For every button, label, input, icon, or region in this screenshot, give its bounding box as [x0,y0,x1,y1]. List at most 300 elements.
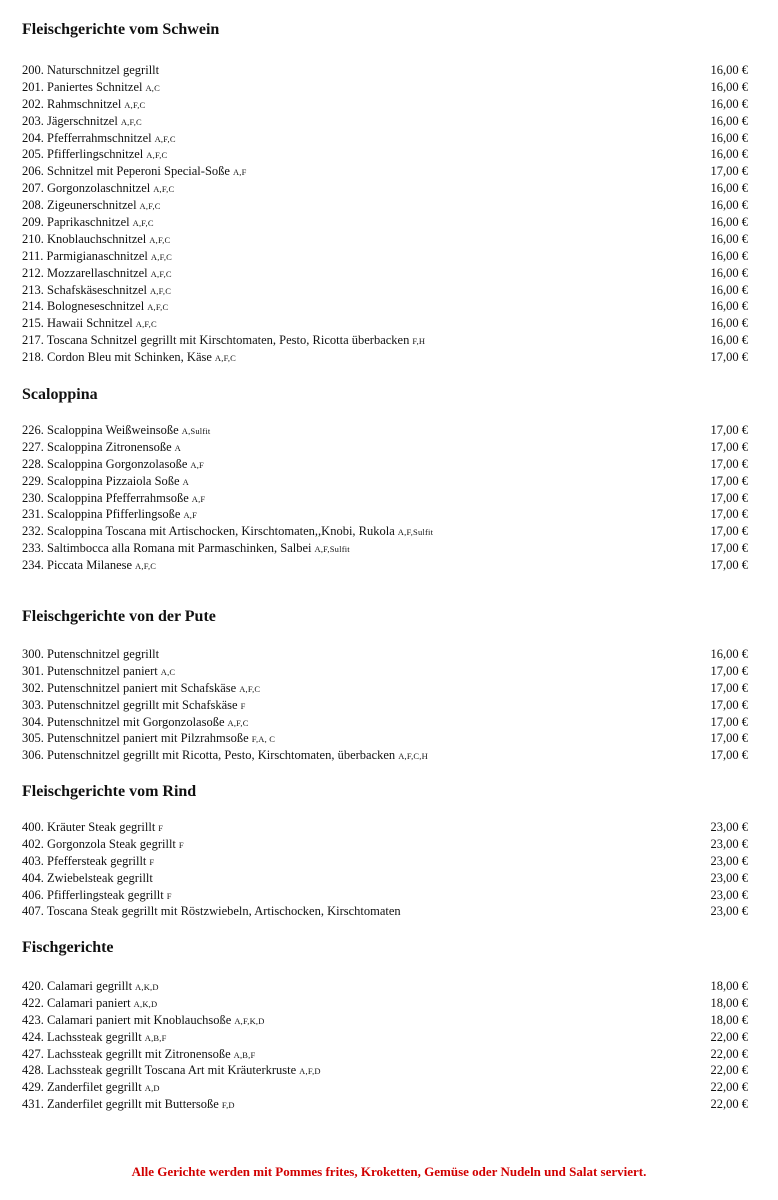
menu-item-number: 215. [22,316,44,331]
menu-item-name [22,887,172,905]
menu-item-name [22,680,260,698]
menu-item [22,663,748,680]
menu-item-title: Calamari gegrillt [47,979,133,993]
menu-item [22,887,748,904]
menu-item-price: 18,00 € [710,995,748,1010]
menu-item-name [22,113,142,131]
allergen-codes: A,B,F [233,1049,256,1060]
menu-item-name [22,1029,167,1047]
menu-item-name [22,197,161,215]
menu-item-number: 302. [22,680,44,695]
menu-item-number: 423. [22,1012,44,1027]
menu-item [22,506,748,523]
allergen-codes: A [182,476,189,487]
menu-item [22,730,748,747]
menu-item-name [22,663,175,681]
menu-item-name [22,332,425,350]
menu-item-price: 16,00 € [710,63,748,77]
menu-item [22,298,748,315]
menu-item-number: 407. [22,904,44,919]
menu-item-name [22,180,174,198]
menu-item-price: 16,00 € [710,282,748,297]
menu-item-price: 17,00 € [710,524,748,539]
menu-item [22,540,748,557]
menu-item-title: Rahmschnitzel [47,96,122,111]
menu-item-name [22,978,159,996]
menu-item-number: 431. [22,1097,44,1112]
menu-item-name [22,456,204,474]
allergen-codes: A,F,C [146,150,168,161]
menu-item-name [22,473,189,491]
menu-item-title: Scaloppina Zitronensoße [47,439,172,454]
menu-item-name [22,265,172,283]
menu-item [22,315,748,332]
menu-item-number: 213. [22,282,44,297]
menu-item-price: 16,00 € [710,113,748,128]
menu-item-name [22,1079,160,1097]
menu-item-number: 420. [22,979,44,993]
menu-item [22,836,748,853]
menu-item-number: 202. [22,96,44,111]
menu-item-title: Paprikaschnitzel [47,215,130,230]
menu-item-number: 228. [22,456,44,471]
menu-item-number: 304. [22,714,44,729]
menu-item [22,282,748,299]
menu-item-number: 230. [22,490,44,505]
menu-item-price: 22,00 € [710,1063,748,1078]
menu-item [22,180,748,197]
item-list [22,422,748,574]
menu-item-name [22,282,171,300]
menu-item-number: 205. [22,147,44,162]
menu-item-price: 22,00 € [710,1080,748,1095]
menu-item-number: 422. [22,995,44,1010]
menu-item [22,903,748,920]
menu-item [22,680,748,697]
section-title: Fischgerichte [22,939,114,956]
allergen-codes: A,C [145,82,161,93]
menu-item-number: 214. [22,299,44,314]
menu-item-number: 200. [22,63,44,77]
item-list [22,62,748,366]
allergen-codes: A,F,C [149,234,171,245]
menu-item-name [22,1096,235,1114]
item-list [22,646,748,764]
section-rind [22,782,748,920]
allergen-codes: F [178,839,184,850]
menu-item-price: 17,00 € [710,439,748,454]
menu-item-price: 17,00 € [710,748,748,763]
allergen-codes: F,H [412,336,426,347]
menu-item-name [22,903,404,921]
menu-item [22,96,748,113]
item-list [22,819,748,920]
menu-item-price: 16,00 € [710,198,748,213]
menu-item-title: Zigeunerschnitzel [47,198,137,213]
menu-item-price: 23,00 € [710,904,748,919]
section-fisch [22,938,748,1113]
menu-item-number: 232. [22,524,44,539]
menu-item-price: 23,00 € [710,820,748,834]
menu-item [22,62,748,79]
allergen-codes: F [158,823,164,833]
allergen-codes: F,D [221,1100,235,1111]
menu-item-number: 218. [22,350,44,365]
menu-item-price: 17,00 € [710,423,748,437]
section-title: Fleischgerichte von der Pute [22,608,216,625]
menu-item-price: 16,00 € [710,647,748,661]
menu-item-name [22,523,433,541]
menu-item-name [22,747,428,765]
allergen-codes: A,F,C [135,561,157,572]
menu-item-name [22,163,247,181]
menu-item-title: Calamari paniert [47,995,131,1010]
menu-item-number: 227. [22,439,44,454]
menu-item [22,747,748,764]
menu-item-title: Scaloppina Pfefferrahmsoße [47,490,189,505]
menu-item-name [22,214,154,232]
menu-item [22,1079,748,1096]
menu-item [22,332,748,349]
menu-item-price: 17,00 € [710,473,748,488]
menu-item-price: 17,00 € [710,680,748,695]
allergen-codes: A,F,C [147,302,169,313]
menu-item-number: 208. [22,198,44,213]
section-title: Fleischgerichte vom Schwein [22,21,220,38]
menu-item-number: 207. [22,181,44,196]
menu-item-price: 23,00 € [710,853,748,868]
menu-item-name [22,1012,265,1030]
menu-item-title: Toscana Steak gegrillt mit Röstzwiebeln, Artischocken, Kirschtomaten [46,904,401,919]
menu-item-price: 17,00 € [710,456,748,471]
menu-item-name [22,130,176,148]
allergen-codes: A,F,C [150,251,173,262]
menu-item-price: 17,00 € [710,731,748,746]
menu-item-title: Scaloppina Pfifferlingsoße [47,507,181,522]
menu-item-name [22,870,156,888]
allergen-codes: F,A, C [251,734,276,745]
menu-item-number: 206. [22,164,44,179]
menu-item [22,557,748,574]
menu-item-number: 305. [22,731,44,746]
menu-item-number: 300. [22,647,44,661]
section-scaloppina [22,385,748,574]
menu-item-name [22,439,181,457]
allergen-codes: A,F,C [153,184,175,195]
menu-item-title: Kräuter Steak gegrillt [47,820,156,834]
menu-item-name [22,298,168,316]
allergen-codes: A,C [160,666,176,677]
allergen-codes: A,F,C,H [398,751,428,762]
menu-item-title: Putenschnitzel gegrillt mit Ricotta, Pesto, Kirschtomaten, überbacken [47,748,396,763]
menu-item-title: Knoblauchschnitzel [47,231,147,246]
menu-item-name [22,62,162,80]
menu-item-title: Zanderfilet gegrillt [47,1080,142,1095]
menu-item-price: 22,00 € [710,1046,748,1061]
menu-item [22,853,748,870]
allergen-codes: A [174,442,181,453]
menu-item-price: 16,00 € [710,231,748,246]
allergen-codes: A,F,C [139,201,161,212]
menu-item [22,523,748,540]
menu-item-number: 301. [22,663,44,678]
menu-item-name [22,557,156,575]
menu-item [22,146,748,163]
menu-item-title: Putenschnitzel paniert mit Schafskäse [47,680,237,695]
item-list [22,978,748,1113]
menu-item [22,697,748,714]
menu-item [22,197,748,214]
menu-item-number: 210. [22,231,44,246]
menu-item-price: 22,00 € [710,1097,748,1112]
menu-item-name [22,79,160,97]
menu-item-title: Parmigianaschnitzel [46,248,148,263]
menu-item-price: 17,00 € [710,558,748,573]
menu-item-title: Scaloppina Pizzaiola Soße [47,473,180,488]
allergen-codes: A,Sulfit [181,426,211,436]
menu-item-number: 427. [22,1046,44,1061]
menu-item-price: 17,00 € [710,697,748,712]
menu-item-name [22,96,145,114]
menu-item-name [22,506,197,524]
menu-item-price: 16,00 € [710,96,748,111]
menu-item-price: 17,00 € [710,541,748,556]
menu-item [22,163,748,180]
menu-item [22,79,748,96]
menu-item [22,456,748,473]
allergen-codes: A,F [190,459,204,470]
allergen-codes: A,F,Sulfit [314,544,350,555]
menu-item-name [22,697,246,715]
menu-item-title: Piccata Milanese [47,558,133,573]
menu-item-number: 403. [22,853,44,868]
menu-item [22,1029,748,1046]
menu-item-title: Calamari paniert mit Knoblauchsoße [47,1012,232,1027]
menu-item-title: Gorgonzolaschnitzel [47,181,151,196]
menu-item [22,231,748,248]
menu-item-name [22,248,172,266]
menu-item-title: Toscana Schnitzel gegrillt mit Kirschtomaten, Pesto, Ricotta überbacken [46,333,410,348]
menu-item [22,646,748,663]
menu-item-title: Zwiebelsteak gegrillt [47,870,153,885]
menu-item [22,265,748,282]
menu-item-title: Putenschnitzel gegrillt mit Schafskäse [47,697,238,712]
menu-item-name [22,819,163,837]
menu-item-number: 229. [22,473,44,488]
menu-item [22,113,748,130]
menu-item [22,490,748,507]
menu-item-price: 16,00 € [710,333,748,348]
menu-item-number: 303. [22,697,44,712]
menu-item [22,870,748,887]
menu-item-price: 17,00 € [710,350,748,365]
menu-item-number: 212. [22,265,44,280]
menu-item-price: 23,00 € [710,836,748,851]
menu-item-name [22,1046,255,1064]
menu-item-price: 16,00 € [710,147,748,162]
allergen-codes: A,D [144,1083,160,1094]
allergen-codes: F [166,890,172,901]
menu-item-price: 16,00 € [710,130,748,145]
menu-item-title: Gorgonzola Steak gegrillt [47,836,176,851]
menu-item-number: 402. [22,836,44,851]
menu-item-name [22,315,157,333]
allergen-codes: A,F,C [149,285,172,296]
menu-item-name [22,422,211,440]
menu-item-number: 424. [22,1029,44,1044]
menu-item-title: Saltimbocca alla Romana mit Parmaschinken, Salbei [47,541,312,556]
menu-item-title: Schafskäseschnitzel [47,282,147,297]
allergen-codes: A,K,D [133,998,158,1009]
menu-item-title: Putenschnitzel mit Gorgonzolasoße [47,714,225,729]
menu-item-name [22,853,154,871]
menu-item [22,819,748,836]
menu-item-price: 18,00 € [710,1012,748,1027]
menu-item-title: Pfifferlingsteak gegrillt [47,887,164,902]
menu-item [22,422,748,439]
section-title: Scaloppina [22,386,98,403]
allergen-codes: A,F,C [227,717,249,728]
menu-item-price: 23,00 € [710,870,748,885]
menu-item [22,473,748,490]
menu-item-title: Lachssteak gegrillt Toscana Art mit Kräuterkruste [47,1063,297,1078]
allergen-codes: A,F [191,493,206,504]
menu-item-price: 16,00 € [710,299,748,314]
menu-item-title: Cordon Bleu mit Schinken, Käse [47,350,212,365]
menu-item-name [22,646,162,664]
menu-item-title: Zanderfilet gegrillt mit Buttersoße [47,1097,219,1112]
menu-item-title: Scaloppina Weißweinsoße [47,423,179,437]
menu-item [22,1012,748,1029]
menu-item-title: Putenschnitzel paniert [47,663,158,678]
menu-item-price: 17,00 € [710,663,748,678]
menu-item-price: 16,00 € [710,79,748,94]
menu-item-title: Schnitzel mit Peperoni Special-Soße [47,164,230,179]
allergen-codes: A,F,K,D [234,1015,265,1026]
allergen-codes: A,F,C [150,268,172,279]
menu-item-number: 204. [22,130,44,145]
menu-item-price: 16,00 € [710,248,748,263]
menu-item [22,349,748,366]
allergen-codes: A,F,C [154,133,176,144]
menu-item-title: Scaloppina Gorgonzolasoße [47,456,188,471]
section-pute [22,607,748,764]
allergen-codes: A,F,Sulfit [397,527,434,538]
allergen-codes: A,F,C [120,116,142,127]
menu-item-price: 16,00 € [710,181,748,196]
allergen-codes: F [240,700,246,711]
menu-item [22,439,748,456]
menu-item [22,1062,748,1079]
menu-item-price: 16,00 € [710,316,748,331]
section-schwein [22,20,748,366]
allergen-codes: A,F,D [299,1066,321,1077]
allergen-codes: A,F [183,510,198,521]
menu-item-title: Pfifferlingschnitzel [47,147,144,162]
menu-item-name [22,231,170,249]
menu-item-name [22,995,157,1013]
menu-item-title: Bologneseschnitzel [47,299,145,314]
menu-item-number: 231. [22,507,44,522]
allergen-codes: A,F,C [132,218,154,229]
menu-item-number: 406. [22,887,44,902]
menu-item-name [22,730,275,748]
menu-item-name [22,146,167,164]
menu-item-number: 217. [22,333,44,348]
menu-item-title: Putenschnitzel gegrillt [47,647,160,661]
menu-item-number: 209. [22,215,44,230]
menu-item-number: 226. [22,423,44,437]
menu-item-price: 17,00 € [710,490,748,505]
allergen-codes: A,F,C [124,99,146,110]
menu-item [22,1046,748,1063]
menu-item-number: 429. [22,1080,44,1095]
menu-item-title: Pfefferrahmschnitzel [47,130,152,145]
menu-item-number: 428. [22,1063,44,1078]
menu-item-title: Scaloppina Toscana mit Artischocken, Kirschtomaten,,Knobi, Rukola [47,524,395,539]
menu-item-number: 400. [22,820,44,834]
menu-item-name [22,714,249,732]
menu-item-price: 18,00 € [710,979,748,993]
menu-item-price: 16,00 € [710,215,748,230]
menu-item-number: 233. [22,541,44,556]
footer-note: Alle Gerichte werden mit Pommes frites, Kroketten, Gemüse oder Nudeln und Salat serviert. [131,1164,647,1179]
menu-item [22,978,748,995]
menu-item [22,130,748,147]
allergen-codes: A,K,D [135,982,159,992]
menu-item [22,714,748,731]
menu-item-title: Lachssteak gegrillt [47,1029,142,1044]
menu-item-price: 16,00 € [710,265,748,280]
menu-item-title: Putenschnitzel paniert mit Pilzrahmsoße [47,731,249,746]
menu-item-title: Lachssteak gegrillt mit Zitronensoße [47,1046,231,1061]
allergen-codes: A,F,C [214,353,237,364]
menu-item-price: 17,00 € [710,507,748,522]
menu-item-price: 22,00 € [710,1029,748,1044]
menu-item-title: Hawaii Schnitzel [47,316,133,331]
allergen-codes: A,F,C [135,319,157,330]
menu-item [22,214,748,231]
menu-item-title: Pfeffersteak gegrillt [47,853,147,868]
menu-item-title: Mozzarellaschnitzel [47,265,148,280]
menu-item-price: 17,00 € [710,164,748,179]
allergen-codes: A,F [232,167,247,178]
menu-item [22,248,748,265]
menu-item-title: Paniertes Schnitzel [47,79,143,94]
menu-item-title: Jägerschnitzel [47,113,118,128]
menu-item-number: 201. [22,79,44,94]
menu-item-number: 234. [22,558,44,573]
menu-item-name [22,349,236,367]
allergen-codes: A,F,C [239,683,261,694]
menu-item-name [22,490,205,508]
allergen-codes: A,B,F [144,1032,167,1043]
menu-item-number: 306. [22,748,44,763]
menu-item-name [22,1062,321,1080]
menu-item-number: 211. [22,248,44,263]
menu-item-number: 404. [22,870,44,885]
menu-item-number: 203. [22,113,44,128]
menu-item-price: 23,00 € [710,887,748,902]
menu-item [22,995,748,1012]
allergen-codes: F [149,856,155,867]
menu-item [22,1096,748,1113]
menu-item-name [22,540,350,558]
section-title: Fleischgerichte vom Rind [22,783,197,800]
menu-item-title: Naturschnitzel gegrillt [47,63,160,77]
menu-item-price: 17,00 € [710,714,748,729]
menu-item-name [22,836,184,854]
